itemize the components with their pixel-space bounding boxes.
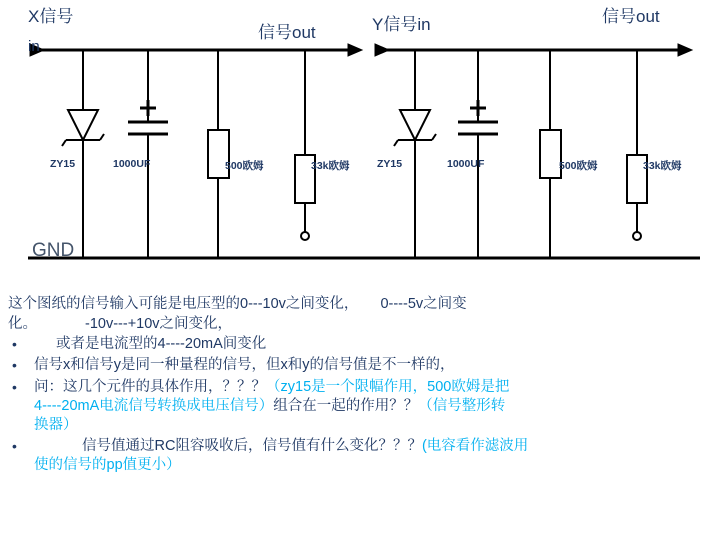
note-bullet-1	[0, 335, 715, 354]
note-bullet-4	[0, 437, 715, 475]
note-bullet-2	[0, 356, 715, 375]
bullet-3-annotation-c: （信号整形转	[418, 397, 506, 414]
label-x-signal-in-line2: in	[28, 38, 40, 55]
label-y-signal-in: Y信号in	[372, 15, 431, 34]
note-paragraph-2	[0, 315, 715, 334]
label-y-r500: 500欧姆	[559, 160, 598, 172]
bullet-3-question: 问：这几个元件的具体作用，？？？	[34, 378, 266, 395]
label-x-r500: 500欧姆	[225, 160, 264, 172]
y-r33k-terminal	[633, 232, 641, 240]
y-out-arrow	[678, 44, 692, 56]
bullet-3-annotation-a: （zy15是一个限幅作用，500欧姆是把	[266, 378, 510, 395]
note-2-text-a: 化。	[8, 316, 37, 333]
y-zener-triangle	[400, 110, 430, 140]
bullet-glyph: •	[12, 437, 17, 454]
x-zener-triangle	[68, 110, 98, 140]
label-y-r33k: 33k欧姆	[643, 160, 682, 172]
x-zener-bend-left	[62, 140, 66, 146]
label-gnd: GND	[32, 240, 75, 261]
note-1-text-a: 这个图纸的信号输入可能是电压型的0---10v之间变化，	[8, 296, 359, 312]
bullet-4-question: 信号值通过RC阻容吸收后，信号值有什么变化？？？	[82, 437, 422, 454]
bullet-3-line-3	[34, 416, 715, 435]
bullet-1-text: 或者是电流型的4----20mA间变化	[56, 336, 267, 353]
note-2-text-b: -10v---+10v之间变化，	[85, 316, 233, 333]
bullet-3-annotation-b: 4----20mA电流信号转换成电压信号）	[34, 397, 274, 414]
bullet-3-annotation-d: 换器）	[34, 416, 78, 433]
y-zener-bend-left	[394, 140, 398, 146]
bullet-4-annotation-b: 使的信号的pp值更小）	[34, 457, 181, 473]
x-r33k-terminal	[301, 232, 309, 240]
notes-block	[0, 295, 715, 553]
label-x-capacitor: 1000UF	[113, 158, 151, 170]
note-paragraph-1	[0, 295, 715, 314]
bullet-4-annotation-a: (电容看作滤波用	[421, 437, 529, 454]
bullet-glyph: •	[12, 378, 17, 395]
bullet-4-line-2	[34, 456, 715, 475]
y-r500-body	[540, 130, 561, 178]
bullet-2-text: 信号x和信号y是同一种量程的信号，但x和y的信号值是不一样的，	[34, 357, 455, 374]
label-y-capacitor: 1000UF	[447, 158, 485, 170]
bullet-3-question-2: 组合在一起的作用？？	[273, 397, 419, 414]
bullet-4-line-1	[34, 437, 715, 456]
bullet-3-line-2	[34, 397, 715, 416]
note-1-text-b: 0----5v之间变	[380, 296, 467, 312]
y-zener-bend-right	[432, 134, 436, 140]
x-out-arrow	[348, 44, 362, 56]
y-in-arrow	[375, 44, 389, 56]
label-x-signal-out: 信号out	[258, 23, 316, 42]
note-bullet-3	[0, 378, 715, 435]
label-x-signal-in-line1: X信号	[28, 7, 74, 26]
label-y-zy15: ZY15	[377, 158, 403, 170]
bullet-glyph: •	[12, 336, 17, 353]
x-zener-bend-right	[100, 134, 104, 140]
bullet-glyph: •	[12, 357, 17, 374]
label-y-signal-out: 信号out	[602, 7, 660, 26]
label-x-zy15: ZY15	[50, 158, 76, 170]
bullet-3-line-1	[34, 378, 715, 397]
label-x-r33k: 33k欧姆	[311, 160, 350, 172]
